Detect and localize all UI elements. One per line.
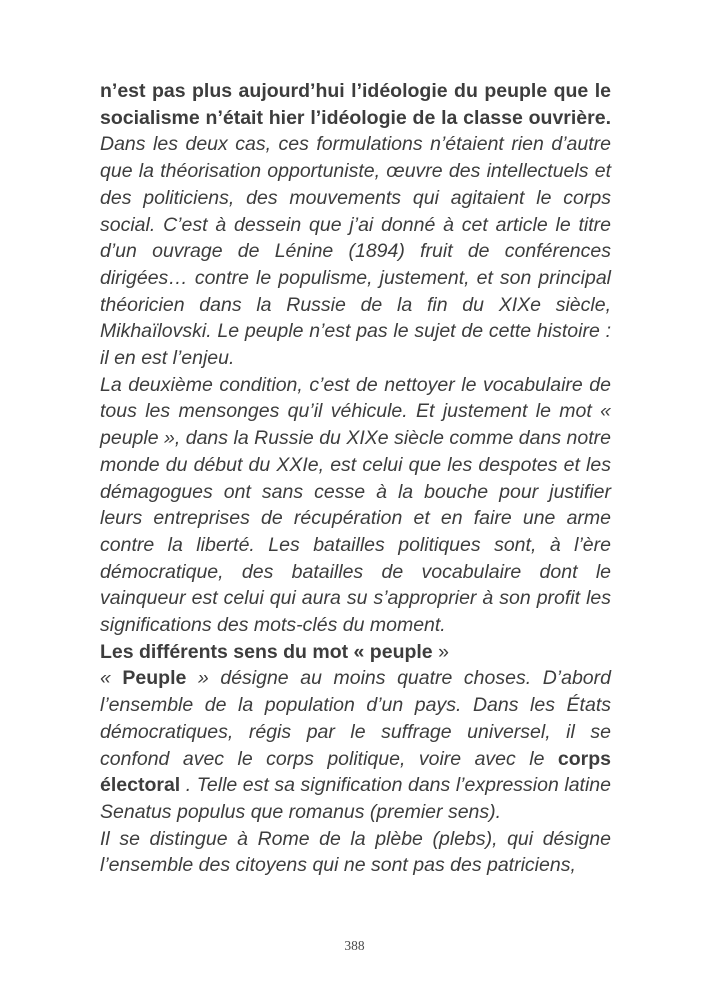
page-number: 388 [344,938,365,953]
paragraph-plebe-text: Il se distingue à Rome de la plèbe (plebs), qui désigne l’ensemble des citoyens qui ne sont pas des patriciens, [100,827,611,877]
section-heading-bold: Les différents sens du mot « peuple [100,640,433,663]
section-heading-guillemet: » [432,640,449,663]
paragraph-peuple-definition [100,665,611,825]
paragraph-intro-italic-rest: Dans les deux cas, ces formulations n’étaient rien d’autre que la théorisation opportuniste, œuvre des intellectuels et des politiciens, des mouvements qui agitaient le corps social. C’est à dessein que j’ai donné à cet article le titre d’un ouvrage de Lénine (1894) fruit de conférences dirigées… contre le populisme, justement, et son principal théoricien dans la Russie de la fin du XIXe siècle, Mikhaïlovski. Le peuple n’est pas le sujet de cette histoire : il en est l’enjeu. [100,133,611,370]
paragraph-plebe [100,826,611,879]
paragraph-peuple-tail: . Telle est sa signification dans l’expression latine Senatus populus que romanus (premier sens). [100,774,611,823]
paragraph-peuple-bold-corps-electoral: corps électoral [100,747,611,797]
paragraph-second-condition-text: La deuxième condition, c’est de nettoyer le vocabulaire de tous les mensonges qu’il véhicule. Et justement le mot « peuple », dans la Russie du XIXe siècle comme dans notre monde du début du XXIe, est celui que les despotes et les démagogues ont sans cesse à la bouche pour justifier leurs entreprises de récupération et en faire une arme contre la liberté. Les batailles politiques sont, à l’ère démocratique, des batailles de vocabulaire dont le vainqueur est celui qui aura su s’approprier à son profit les significations des mots-clés du moment. [100,373,611,637]
text-block [100,78,611,879]
section-heading [100,639,611,666]
paragraph-intro [100,78,611,372]
paragraph-second-condition [100,372,611,639]
paragraph-peuple-open-guillemet: « [100,667,123,690]
paragraph-intro-bold-lead: n’est pas plus aujourd’hui l’idéologie du peuple que le socialisme n’était hier l’idéologie de la classe ouvrière. [100,80,611,129]
paragraph-peuple-bold-word: Peuple [122,667,187,690]
paragraph-peuple-middle: » désigne au moins quatre choses. D’abord l’ensemble de la population d’un pays. Dans les États démocratiques, régis par le suffrage universel, il se confond avec le corps politique, voire avec le [100,667,611,770]
